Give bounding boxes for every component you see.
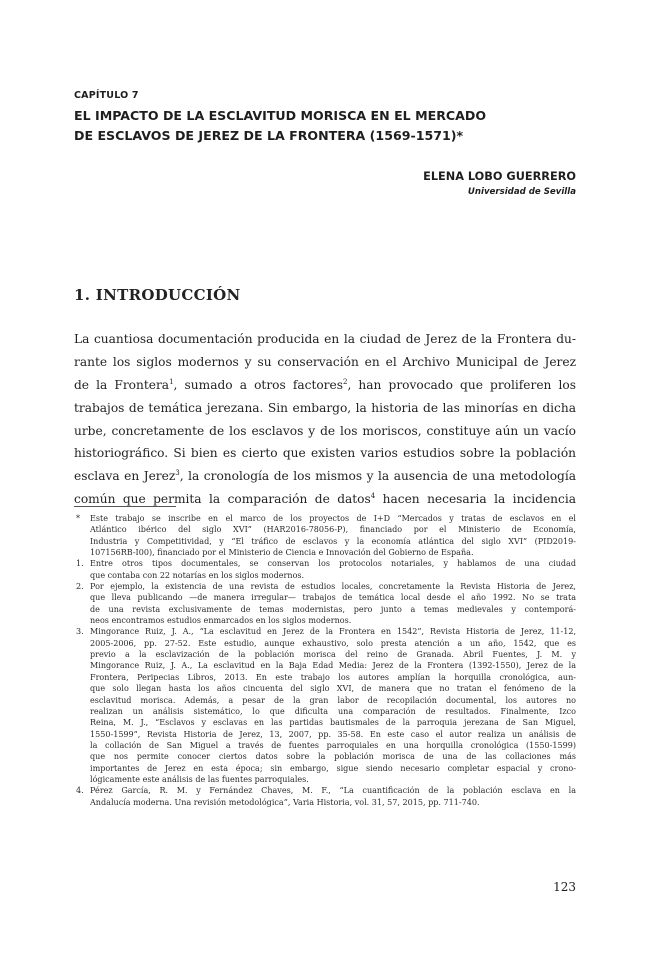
author-name: ELENA LOBO GUERRERO xyxy=(423,170,576,183)
footnote xyxy=(74,558,576,581)
body-line: común que permita la comparación de datos$^4$ hacen necesaria la incidencia xyxy=(74,492,576,507)
footnote-line: 107156RB-I00), financiado por el Ministerio de Ciencia e Innovación del Gobierno de España. xyxy=(90,548,474,558)
footnote-line: Entre otros tipos documentales, se conservan los protocolos notariales, y hablamos de una ciudad xyxy=(90,559,576,569)
chapter-title-line: DE ESCLAVOS DE JEREZ DE LA FRONTERA (1569-1571)* xyxy=(74,128,464,143)
footnotes xyxy=(74,513,576,808)
body-line: de la Frontera$^1$, sumado a otros factores$^2$, han provocado que proliferen los xyxy=(74,377,576,392)
footnote-mark: 4. xyxy=(76,786,84,796)
footnote-line: que contaba con 22 notarías en los siglos modernos. xyxy=(90,570,305,580)
footnote-line: Andalucía moderna. Una revisión metodológica”, Varia Historia, vol. 31, 57, 2015, pp. 711-740. xyxy=(90,797,480,807)
footnote-line: Industria y Competitividad, y “El tráfico de esclavos y la economía atlántica del siglo XVI” (PID2019- xyxy=(90,536,576,546)
footnote-line: lógicamente este análisis de las fuentes parroquiales. xyxy=(90,774,309,784)
footnote-mark: 1. xyxy=(76,559,84,569)
footnote-line: 1550-1599”, Revista Historia de Jerez, 13, 2007, pp. 35-58. En este caso el autor realiza un análisis de xyxy=(90,729,576,739)
footnote-line: de una revista exclusivamente de temas modernistas, pero junto a temas medievales y contemporá- xyxy=(90,604,576,614)
footnote-mark: 3. xyxy=(76,627,84,637)
section-heading: 1. INTRODUCCIÓN xyxy=(74,286,241,304)
chapter-label: CAPÍTULO 7 xyxy=(74,90,139,101)
footnote-line: Por ejemplo, la existencia de una revista de estudios locales, concretamente la Revista Historia de Jerez, xyxy=(90,582,576,592)
footnote-line: Reina, M. J., “Esclavos y esclavas en las partidas bautismales de la parroquia jerezana de San Miguel, xyxy=(90,718,576,728)
footnote-line: Mingorance Ruiz, J. A., “La esclavitud en Jerez de la Frontera en 1542”, Revista Historia de Jerez, 11-12, xyxy=(90,627,576,637)
body-paragraph xyxy=(74,328,576,511)
footnote-line: que lleva publicando —de manera irregular— trabajos de temática local desde el año 1992. No se trata xyxy=(90,593,576,603)
footnote-ref[interactable]: 3 xyxy=(175,469,180,478)
footnote xyxy=(74,581,576,626)
footnote-line: Atlántico ibérico del siglo XVI” (HAR2016-78056-P), financiado por el Ministerio de Economía, xyxy=(90,525,576,535)
footnote xyxy=(74,513,576,558)
footnote-line: realizan un análisis sistemático, lo que dificulta una comparación de resultados. Finalmente, Izco xyxy=(90,706,576,716)
footnote-mark: 2. xyxy=(76,582,84,592)
body-line: urbe, concretamente de los esclavos y de los moriscos, constituye aún un vacío xyxy=(74,423,576,438)
footnote-line: neos encontramos estudios enmarcados en los siglos modernos. xyxy=(90,616,352,626)
footnote xyxy=(74,785,576,808)
footnote-mark: * xyxy=(76,514,81,523)
footnote-line: importantes de Jerez en esta época; sin embargo, sigue siendo necesario completar espacial y crono- xyxy=(90,763,576,773)
footnote-line: Este trabajo se inscribe en el marco de los proyectos de I+D “Mercados y tratas de esclavos en el xyxy=(90,514,576,523)
footnote xyxy=(74,626,576,785)
chapter-title xyxy=(74,106,574,146)
footnote-line: la collación de San Miguel a través de fuentes parroquiales en una horquilla cronológica (1550-1599) xyxy=(90,740,576,750)
body-line: historiográfico. Si bien es cierto que existen varios estudios sobre la población xyxy=(74,446,576,461)
body-line: trabajos de temática jerezana. Sin embargo, la historia de las minorías en dicha xyxy=(74,400,576,415)
footnote-line: esclavitud morisca. Además, a pesar de la gran labor de recopilación documental, los autores no xyxy=(90,695,576,705)
body-line: rante los siglos modernos y su conservación en el Archivo Municipal de Jerez xyxy=(74,354,576,369)
footnote-line: Pérez García, R. M. y Fernández Chaves, M. F., “La cuantificación de la población esclava en la xyxy=(90,786,576,796)
body-line: La cuantiosa documentación producida en la ciudad de Jerez de la Frontera du- xyxy=(74,332,576,346)
footnote-line: Mingorance Ruiz, J. A., La esclavitud en la Baja Edad Media: Jerez de la Frontera (1392-1550), Jerez de la xyxy=(90,661,576,671)
footnote-divider xyxy=(74,506,176,507)
author-affiliation: Universidad de Sevilla xyxy=(467,187,576,197)
footnote-line: que solo llegan hasta los años cincuenta del siglo XVI, de manera que no tratan el fenómeno de la xyxy=(90,684,576,694)
footnote-ref[interactable]: 2 xyxy=(342,377,348,386)
footnote-ref[interactable]: 4 xyxy=(370,492,376,501)
footnote-line: que nos permite conocer ciertos datos sobre la población morisca de una de las collaciones más xyxy=(90,752,576,762)
footnote-ref[interactable]: 1 xyxy=(169,377,174,386)
footnote-line: previo a la esclavización de la población morisca del reino de Granada. Abril Fuentes, J. M. y xyxy=(90,650,576,660)
page-number: 123 xyxy=(553,880,576,894)
footnote-line: Frontera, Peripecias Libros, 2013. En este trabajo los autores amplían la horquilla cronológica, aun- xyxy=(90,672,576,682)
body-line: esclava en Jerez$^3$, la cronología de los mismos y la ausencia de una metodología xyxy=(74,469,576,484)
chapter-title-line: EL IMPACTO DE LA ESCLAVITUD MORISCA EN EL MERCADO xyxy=(74,108,487,123)
footnote-line: 2005-2006, pp. 27-52. Este estudio, aunque exhaustivo, solo presta atención a un año, 1542, que es xyxy=(90,638,576,648)
